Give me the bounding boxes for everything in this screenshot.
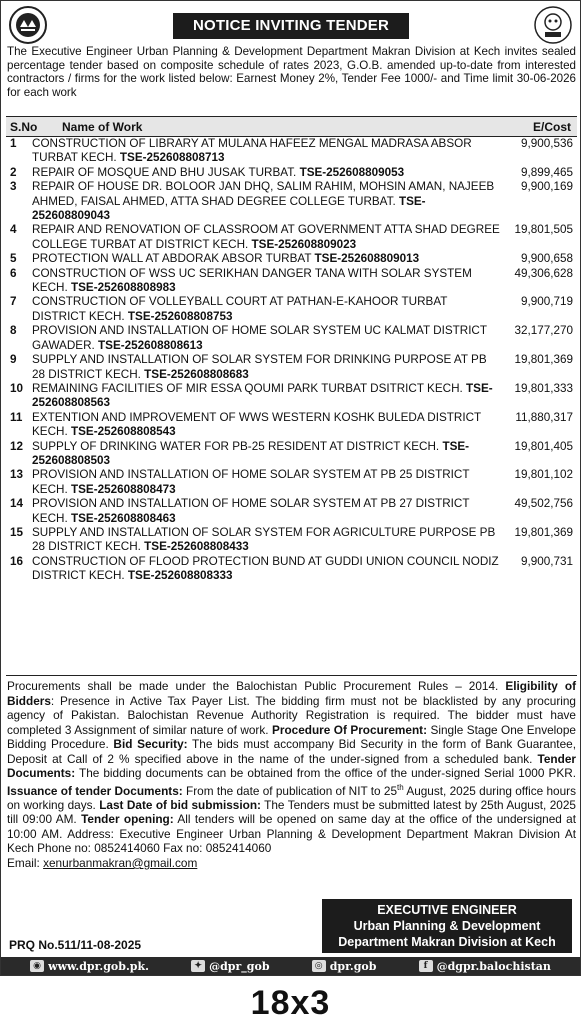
work-description	[32, 295, 500, 324]
table-row	[6, 526, 577, 555]
globe-icon: ◉	[30, 960, 44, 972]
terms-paragraph	[7, 679, 576, 870]
table-row	[6, 137, 577, 166]
tender-id: TSE-252608808683	[144, 367, 249, 381]
table-row	[6, 411, 577, 440]
estimated-cost: 49,502,756	[514, 497, 573, 511]
tender-id: TSE-252608809013	[314, 252, 420, 266]
estimated-cost: 19,801,369	[514, 525, 573, 539]
facebook-handle: @dgpr.balochistan	[436, 959, 551, 973]
table-row	[6, 497, 577, 526]
tender-documents-heading: Tender Documents:	[7, 751, 576, 780]
instagram-icon: ◎	[312, 960, 326, 972]
work-name: REMAINING FACILITIES OF MIR ESSA QOUMI PARK TURBAT DSITRICT KECH.	[32, 381, 463, 395]
tender-id: TSE-252608808713	[119, 151, 225, 165]
table-row	[6, 324, 577, 353]
work-name: PROTECTION WALL AT ABDORAK ABSOR TURBAT	[32, 252, 312, 266]
estimated-cost: 49,306,628	[514, 266, 573, 280]
eligibility-heading: Eligibility of Bidders	[7, 679, 576, 708]
prq-number: PRQ No.511/11-08-2025	[9, 938, 142, 952]
row-number: 12	[10, 439, 24, 453]
row-number: 4	[10, 223, 17, 237]
work-name: REPAIR OF MOSQUE AND BHU JUSAK TURBAT.	[32, 165, 297, 179]
estimated-cost: 9,900,731	[521, 554, 573, 568]
tender-id: TSE-252608808563	[32, 381, 493, 410]
estimated-cost: 32,177,270	[514, 324, 573, 338]
row-number: 2	[10, 165, 17, 179]
col-work-header: Name of Work	[62, 120, 143, 134]
facebook-item[interactable]	[419, 960, 551, 973]
signature-title: EXECUTIVE ENGINEER	[377, 903, 517, 917]
work-description	[32, 137, 500, 166]
facebook-icon: f	[419, 960, 433, 972]
row-number: 15	[10, 525, 24, 539]
row-number: 13	[10, 468, 24, 482]
twitter-item[interactable]	[191, 960, 269, 973]
work-description	[32, 180, 500, 223]
work-name: CONSTRUCTION OF FLOOD PROTECTION BUND AT GUDDI UNION COUNCIL NODIZ DISTRICT KECH.	[32, 554, 499, 583]
tender-opening-heading: Tender opening:	[81, 812, 174, 827]
tender-id: TSE-252608809053	[299, 165, 405, 179]
work-name: EXTENTION AND IMPROVEMENT OF WWS WESTERN KOSHK BULEDA DISTRICT KECH.	[32, 410, 481, 439]
email-label: Email:	[7, 855, 44, 870]
row-number: 16	[10, 554, 24, 568]
work-name: PROVISION AND INSTALLATION OF HOME SOLAR SYSTEM AT PB 25 DISTRICT KECH.	[32, 468, 470, 496]
government-emblem-logo	[7, 5, 49, 45]
work-name: SUPPLY AND INSTALLATION OF SOLAR SYSTEM FOR DRINKING PURPOSE AT PB 28 DISTRICT KECH.	[32, 353, 487, 381]
estimated-cost: 9,900,536	[521, 137, 573, 150]
instagram-item[interactable]	[312, 960, 377, 973]
signature-block	[322, 899, 572, 953]
header	[1, 1, 580, 43]
work-name: SUPPLY AND INSTALLATION OF SOLAR SYSTEM FOR AGRICULTURE PURPOSE PB 28 DISTRICT KECH.	[32, 525, 496, 554]
terms-text: The bids must accompany Bid Security in the form of Bank Guarantee, Deposit at Call of 2 % specified above in the name of the under-signed from a scheduled bank.	[7, 737, 576, 766]
works-table	[6, 116, 577, 676]
issuance-heading: Issuance of tender Documents:	[7, 783, 183, 798]
estimated-cost: 19,801,405	[514, 439, 573, 453]
table-row	[6, 295, 577, 324]
row-number: 3	[10, 180, 17, 194]
twitter-icon: ✦	[191, 960, 205, 972]
work-description	[32, 411, 500, 440]
terms-text: The bidding documents can be obtained from the office of the under-signed Serial 1000 PKR.	[75, 766, 576, 780]
instagram-handle: dpr.gob	[329, 959, 377, 973]
terms-text: The Tenders must be submitted latest by 25th August, 2025 till 09:00 AM.	[7, 797, 576, 827]
tender-id: TSE-252608808503	[32, 439, 470, 467]
table-row	[6, 440, 577, 469]
work-description	[32, 267, 500, 296]
estimated-cost: 19,801,369	[514, 353, 573, 367]
tender-id: TSE-252608808463	[70, 511, 176, 525]
estimated-cost: 11,880,317	[515, 410, 573, 424]
work-name: REPAIR AND RENOVATION OF CLASSROOM AT GOVERNMENT ATTA SHAD DEGREE COLLEGE TURBAT AT DISTRICT KECH.	[32, 223, 500, 251]
row-number: 8	[10, 324, 17, 338]
tender-id: TSE-252608808753	[127, 309, 233, 323]
row-number: 9	[10, 353, 17, 367]
tender-id: TSE-252608809043	[32, 194, 426, 223]
tender-id: TSE-252608808983	[70, 281, 176, 295]
estimated-cost: 9,899,465	[521, 165, 573, 179]
terms-text: Single Stage One Envelope Bidding Procedure.	[7, 722, 576, 751]
twitter-handle: @dpr_gob	[209, 959, 270, 973]
website-text: www.dpr.gob.pk.	[48, 959, 149, 973]
work-description	[32, 324, 500, 353]
work-description	[32, 223, 500, 252]
work-description	[32, 555, 500, 584]
row-number: 10	[10, 381, 24, 395]
intro-paragraph: The Executive Engineer Urban Planning & Development Department Makran Division at Kech invites sealed percentage tender based on composite schedule of rates 2023, G.O.B. amended up-to-date from interested contractors / firms for the work listed below: Earnest Money 2%, Tender Fee 1000/- and Time limit 30-06-2026 for each work	[7, 45, 576, 99]
work-name: PROVISION AND INSTALLATION OF HOME SOLAR SYSTEM UC KALMAT DISTRICT GAWADER.	[32, 324, 487, 352]
table-body	[6, 137, 577, 584]
terms-text: All tenders will be opened on same day at the office of the undersigned at 10:00 AM. Address: Executive Engineer Urban Planning & Development Department Makran Division At Kech Phone no: 0852414060 Fax no: 0852414060	[7, 812, 577, 856]
work-description	[32, 252, 500, 266]
tender-id: TSE-252608808543	[70, 425, 176, 439]
work-name: CONSTRUCTION OF LIBRARY AT MULANA HAFEEZ MENGAL MADRASA ABSOR TURBAT KECH.	[32, 137, 472, 165]
tender-id: TSE-252608808433	[144, 540, 249, 554]
website-item[interactable]	[30, 960, 149, 973]
table-row	[6, 180, 577, 223]
work-description	[32, 468, 500, 497]
table-header	[6, 117, 577, 137]
row-number: 11	[10, 410, 23, 424]
tender-id: TSE-252608808333	[127, 569, 233, 583]
row-number: 7	[10, 295, 17, 309]
row-number: 14	[10, 497, 24, 511]
tender-id: TSE-252608808613	[98, 338, 203, 352]
table-row	[6, 252, 577, 266]
table-row	[6, 468, 577, 497]
estimated-cost: 9,900,658	[521, 252, 573, 266]
email-link[interactable]: xenurbanmakran@gmail.com	[43, 855, 198, 870]
row-number: 1	[10, 137, 17, 150]
ad-size-label: 18x3	[250, 984, 331, 1022]
row-number: 6	[10, 266, 17, 280]
work-name: CONSTRUCTION OF VOLLEYBALL COURT AT PATHAN-E-KAHOOR TURBAT DISTRICT KECH.	[32, 295, 448, 323]
tender-id: TSE-252608808473	[70, 482, 176, 496]
estimated-cost: 19,801,333	[514, 381, 573, 395]
estimated-cost: 9,900,719	[521, 295, 573, 309]
terms-text: August, 2025 during office hours on working days.	[7, 783, 576, 812]
estimated-cost: 9,900,169	[521, 180, 573, 194]
social-bar	[1, 957, 580, 975]
work-name: CONSTRUCTION OF WSS UC SERIKHAN DANGER TANA WITH SOLAR SYSTEM KECH.	[32, 266, 472, 295]
signature-department: Urban Planning & Development	[353, 919, 541, 933]
work-name: PROVISION AND INSTALLATION OF HOME SOLAR SYSTEM AT PB 27 DISTRICT KECH.	[32, 497, 470, 525]
col-cost-header: E/Cost	[532, 120, 571, 134]
terms-text: : Presence in Active Tax Payer List. The bidding firm must not be blacklisted by any procuring agency of Pakistan. Balochistan Revenue Authority Registration is required. The bidder must have completed 3 Assignment of similar nature of work.	[7, 693, 576, 737]
row-number: 5	[10, 252, 17, 266]
work-description	[32, 382, 500, 411]
ordinal-suffix: th	[397, 782, 404, 792]
terms-text: From the date of publication of NIT to 25	[182, 783, 398, 798]
table-row	[6, 166, 577, 180]
table-row	[6, 223, 577, 252]
signature-division: Department Makran Division at Kech	[338, 935, 556, 949]
work-name: SUPPLY OF DRINKING WATER FOR PB-25 RESIDENT AT DISTRICT KECH.	[32, 439, 440, 453]
department-logo	[532, 5, 574, 45]
table-row	[6, 555, 577, 584]
last-date-heading: Last Date of bid submission:	[99, 797, 261, 812]
terms-text: Procurements shall be made under the Balochistan Public Procurement Rules – 2014.	[7, 679, 506, 693]
table-row	[6, 267, 577, 296]
work-name: REPAIR OF HOUSE DR. BOLOOR JAN DHQ, SALIM RAHIM, MOHSIN AMAN, NAJEEB AHMED, FAISAL AHMED, ATTA SHAD DEGREE COLLEGE TURBAT.	[32, 180, 495, 208]
work-description	[32, 526, 500, 555]
bid-security-heading: Bid Security:	[113, 737, 188, 751]
page-title: NOTICE INVITING TENDER	[173, 13, 409, 39]
table-row	[6, 382, 577, 411]
estimated-cost: 19,801,102	[514, 468, 573, 482]
table-row	[6, 353, 577, 382]
estimated-cost: 19,801,505	[514, 223, 573, 237]
work-description	[32, 440, 500, 469]
work-description	[32, 166, 500, 180]
col-sno-header: S.No	[10, 120, 38, 134]
tender-id: TSE-252608809023	[251, 237, 357, 251]
procedure-heading: Procedure Of Procurement:	[271, 722, 428, 737]
work-description	[32, 497, 500, 526]
work-description	[32, 353, 500, 382]
